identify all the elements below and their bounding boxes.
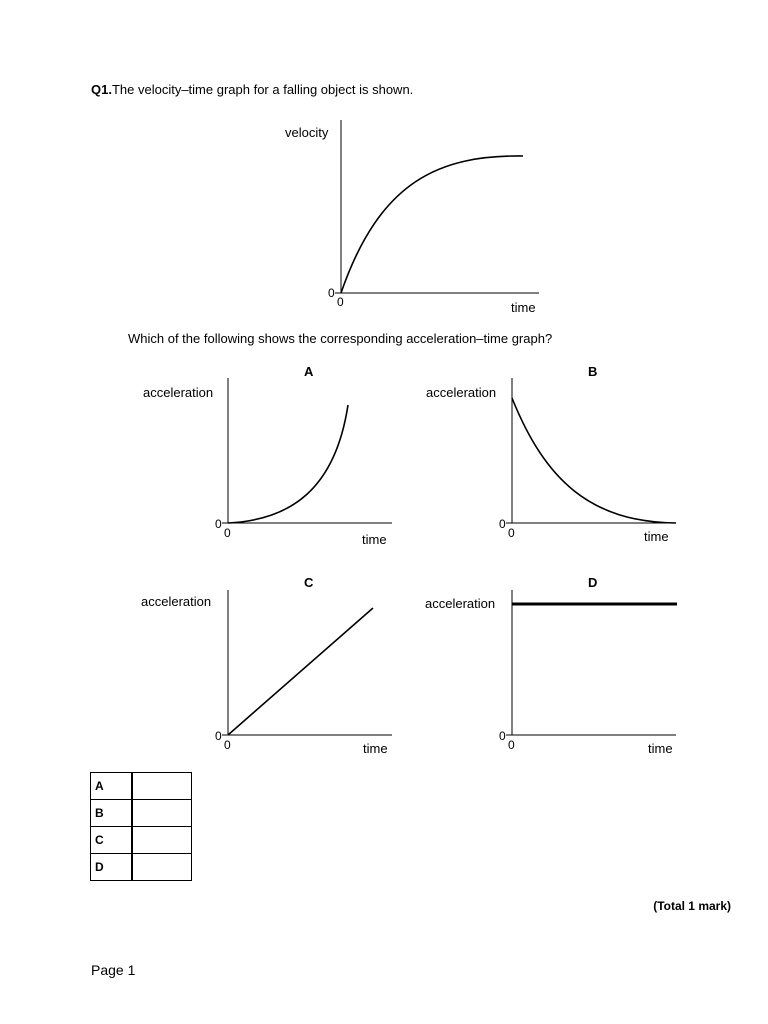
option-c-graph xyxy=(141,575,392,756)
answer-letter: A xyxy=(91,773,133,800)
option-a-y-label: acceleration xyxy=(143,385,214,400)
answer-box-c[interactable] xyxy=(132,827,192,854)
question-stem: The velocity–time graph for a falling object is shown. xyxy=(111,82,414,97)
option-a-x-label: time xyxy=(362,532,387,547)
main-velocity-curve xyxy=(341,156,523,293)
option-d-x-label: time xyxy=(648,741,673,756)
answer-letter: D xyxy=(91,854,133,881)
main-y-label: velocity xyxy=(285,125,329,140)
main-x-label: time xyxy=(511,300,536,315)
option-c-origin-x: 0 xyxy=(224,738,231,752)
option-b-origin-x: 0 xyxy=(508,526,515,540)
option-b-origin-y: 0 xyxy=(499,517,506,531)
answer-row-c xyxy=(91,827,192,854)
option-a-origin-y: 0 xyxy=(215,517,222,531)
answer-row-a xyxy=(91,773,192,800)
page-number: Page 1 xyxy=(91,962,136,978)
total-marks: (Total 1 mark) xyxy=(653,899,731,913)
answer-box-b[interactable] xyxy=(132,800,192,827)
answer-box-a[interactable] xyxy=(132,773,192,800)
option-b-x-label: time xyxy=(644,529,669,544)
answer-table xyxy=(90,772,192,881)
option-c-line xyxy=(228,608,373,735)
option-d-origin-x: 0 xyxy=(508,738,515,752)
option-c-x-label: time xyxy=(363,741,388,756)
main-origin-y: 0 xyxy=(328,286,335,300)
answer-letter: B xyxy=(91,800,133,827)
option-d-graph xyxy=(425,575,677,756)
option-a-graph xyxy=(143,364,392,547)
option-a-origin-x: 0 xyxy=(224,526,231,540)
answer-letter: C xyxy=(91,827,133,854)
option-a-letter: A xyxy=(304,364,314,379)
option-d-origin-y: 0 xyxy=(499,729,506,743)
answer-box-d[interactable] xyxy=(132,854,192,881)
main-origin-x: 0 xyxy=(337,295,344,309)
option-b-graph xyxy=(426,364,676,544)
option-d-y-label: acceleration xyxy=(425,596,496,611)
option-c-letter: C xyxy=(304,575,314,590)
option-d-letter: D xyxy=(588,575,598,590)
answer-row-b xyxy=(91,800,192,827)
question-number: Q1. xyxy=(91,82,112,97)
option-b-y-label: acceleration xyxy=(426,385,497,400)
option-b-curve xyxy=(512,398,676,523)
option-a-curve xyxy=(228,405,348,523)
answer-row-d xyxy=(91,854,192,881)
option-c-y-label: acceleration xyxy=(141,594,212,609)
option-c-origin-y: 0 xyxy=(215,729,222,743)
sub-question: Which of the following shows the corresponding acceleration–time graph? xyxy=(128,331,553,346)
option-b-letter: B xyxy=(588,364,598,379)
velocity-time-graph xyxy=(285,120,539,315)
